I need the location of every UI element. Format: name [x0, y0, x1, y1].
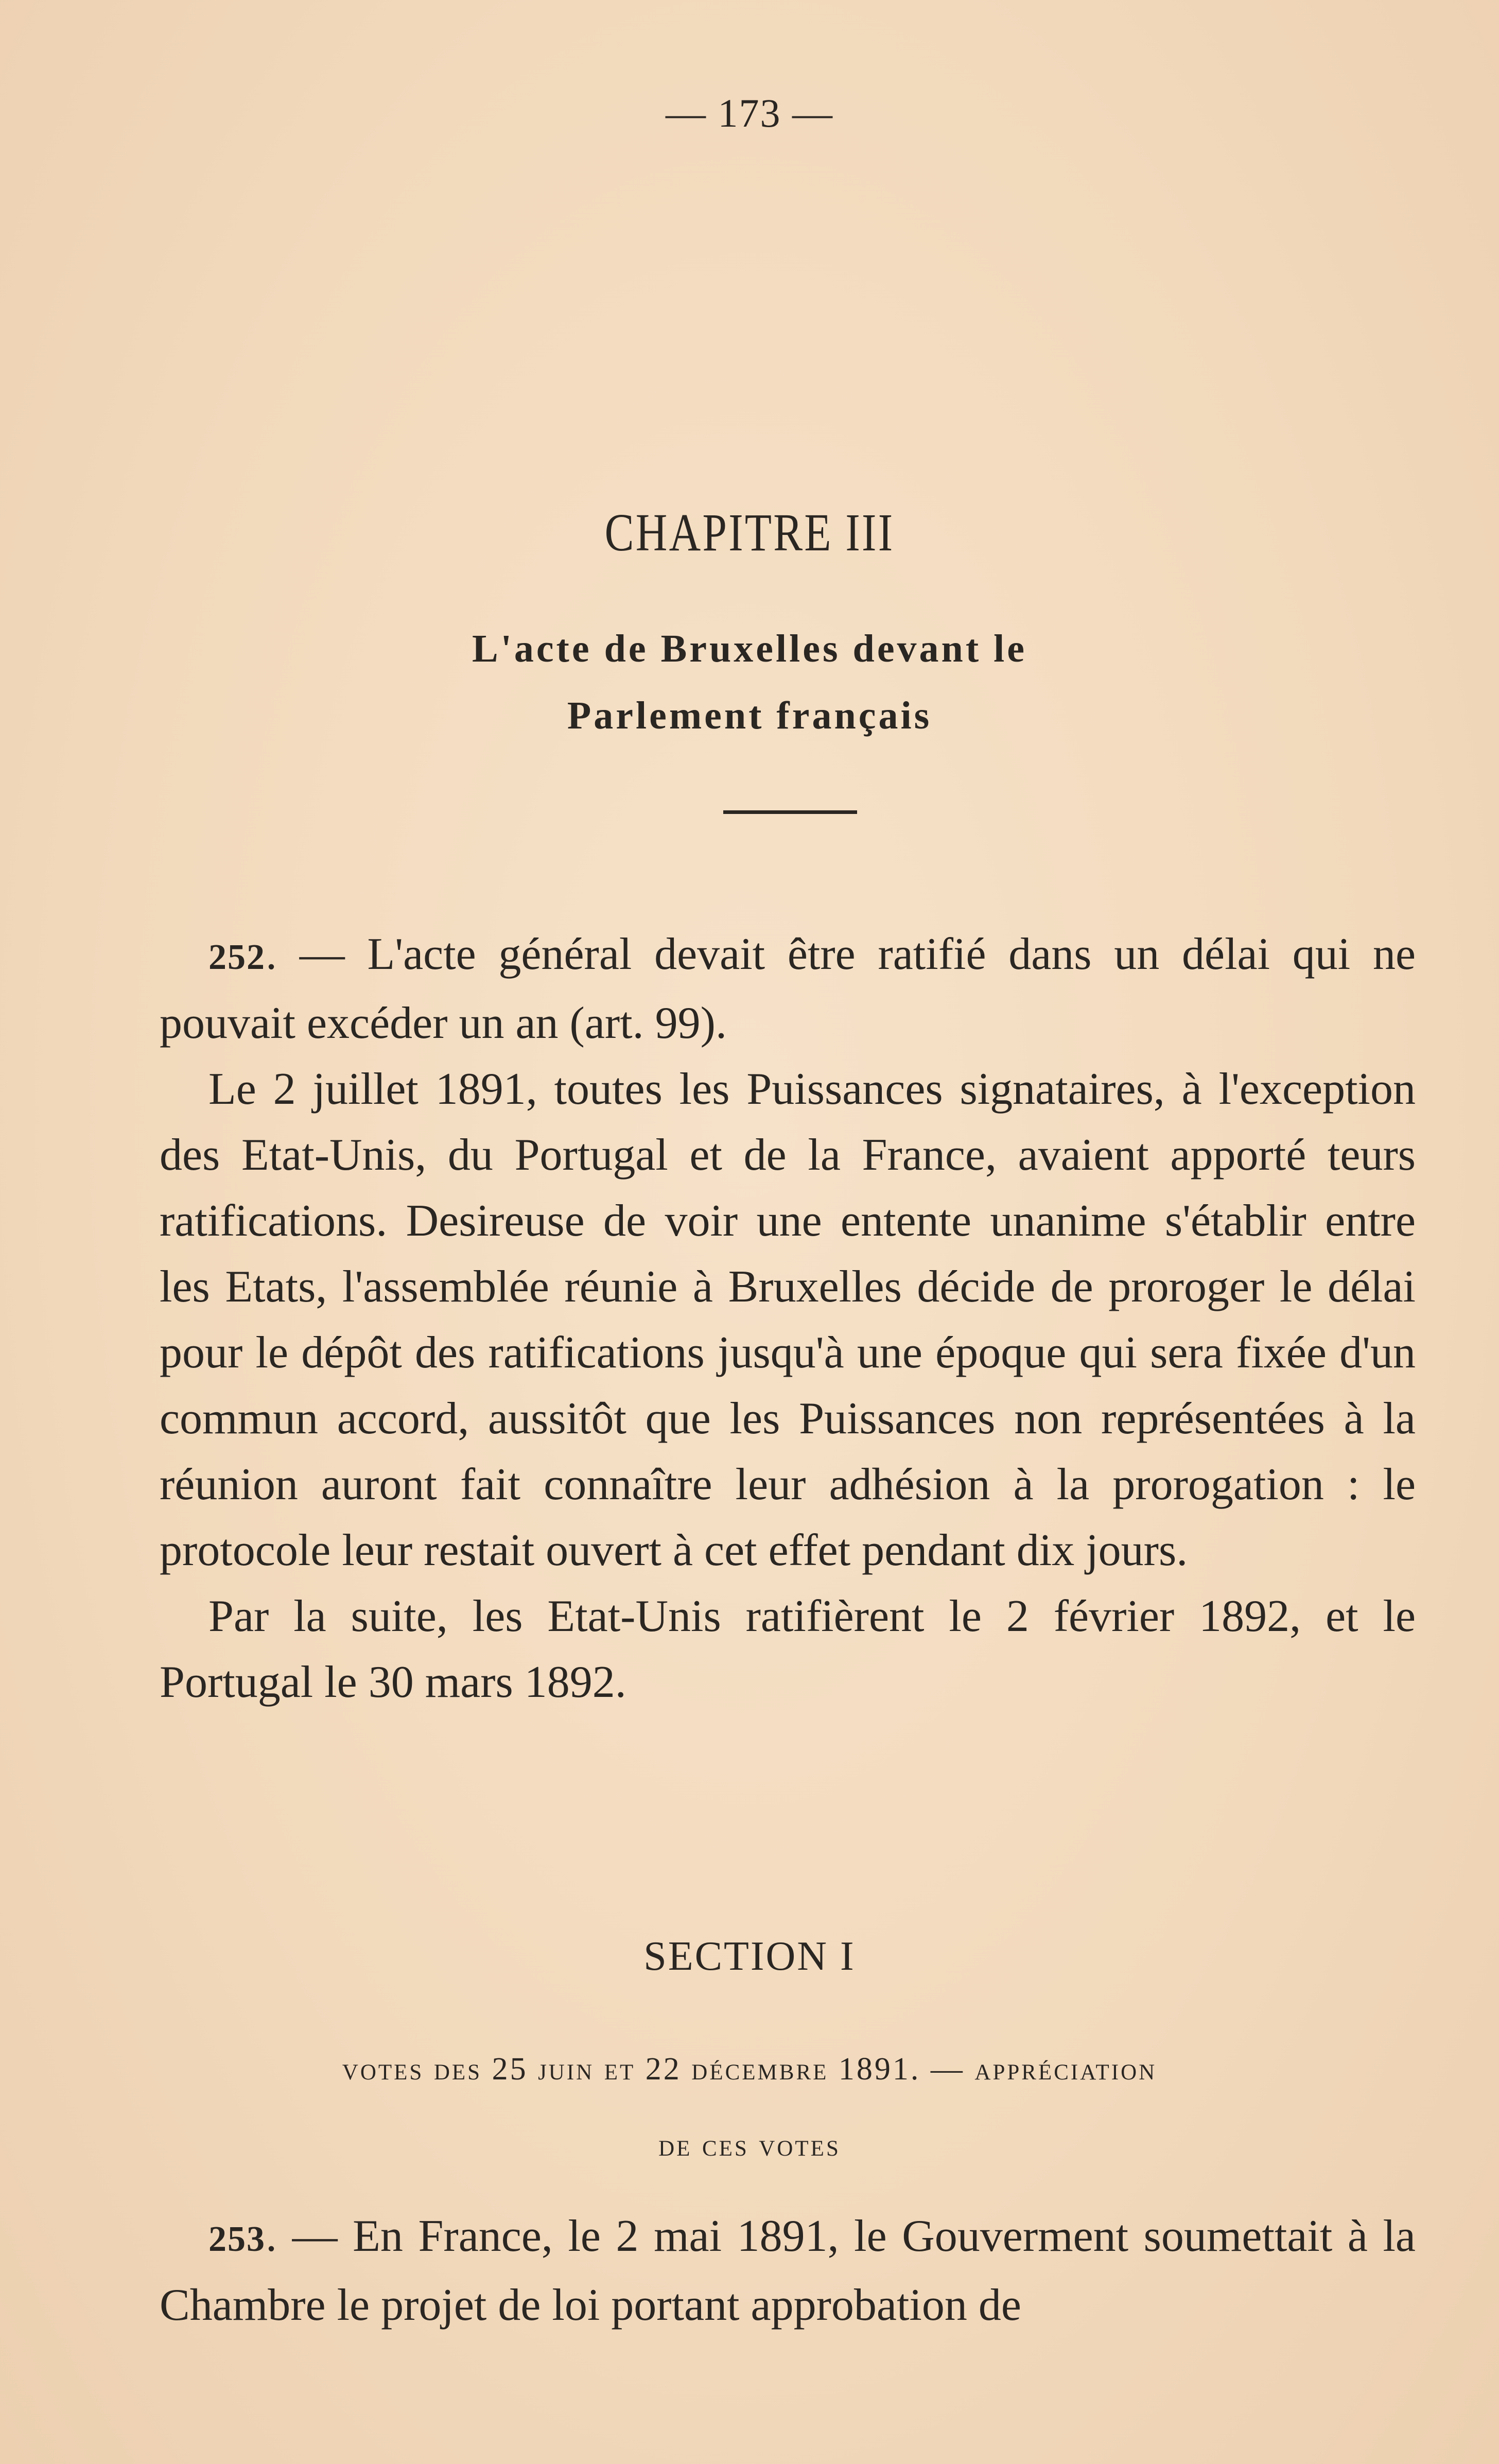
paragraph-252-body: Le 2 juillet 1891, toutes les Puissances signataires, à l'exception des Etat-Unis, du Portugal et de la France, avaient apporté teurs ratifications. Desireuse de voir une entente unanime s'établir entre les Etats, l'assemblée réunie à Bruxelles décide de proroger le délai pour le dépôt des ratifications jusqu'à une époque qui sera fixée d'un commun accord, aussitôt que les Puissances non représentées à la réunion auront fait connaître leur adhésion à la prorogation : le protocole leur restait ouvert à cet effet pendant dix jours. — [160, 1064, 1416, 1575]
paragraph-252-lead — [160, 922, 1416, 1056]
paragraph-number: 253 — [208, 2219, 266, 2259]
paragraph-253 — [160, 2203, 1416, 2338]
paragraph-252 — [160, 922, 1416, 1715]
paragraph-253-lead — [160, 2203, 1416, 2338]
section-title: SECTION I — [643, 1934, 856, 1979]
section-subtitle — [0, 2031, 1499, 2183]
paragraph-number: 252 — [208, 938, 266, 977]
paragraph-text: . — L'acte général devait être ratifié dans un délai qui ne pouvait excéder un an (art. 99). — [160, 929, 1416, 1048]
section-divider-rule — [723, 810, 857, 814]
chapter-subtitle — [0, 615, 1499, 749]
paragraph-text: . — En France, le 2 mai 1891, le Gouverment soumettait à la Chambre le projet de loi portant approbation de — [160, 2211, 1416, 2330]
chapter-title: CHAPITRE III — [604, 503, 895, 562]
paragraph-252-conclusion: Par la suite, les Etat-Unis ratifièrent le 2 février 1892, et le Portugal le 30 mars 1892. — [160, 1591, 1416, 1707]
chapter-subtitle-line-1: L'acte de Bruxelles devant le — [472, 627, 1027, 670]
section-subtitle-line-2: de ces votes — [658, 2128, 841, 2163]
page-number: — 173 — — [666, 91, 833, 135]
chapter-subtitle-line-2: Parlement français — [567, 694, 932, 737]
section-subtitle-line-1: votes des 25 juin et 22 décembre 1891. — appréciation — [342, 2052, 1157, 2087]
